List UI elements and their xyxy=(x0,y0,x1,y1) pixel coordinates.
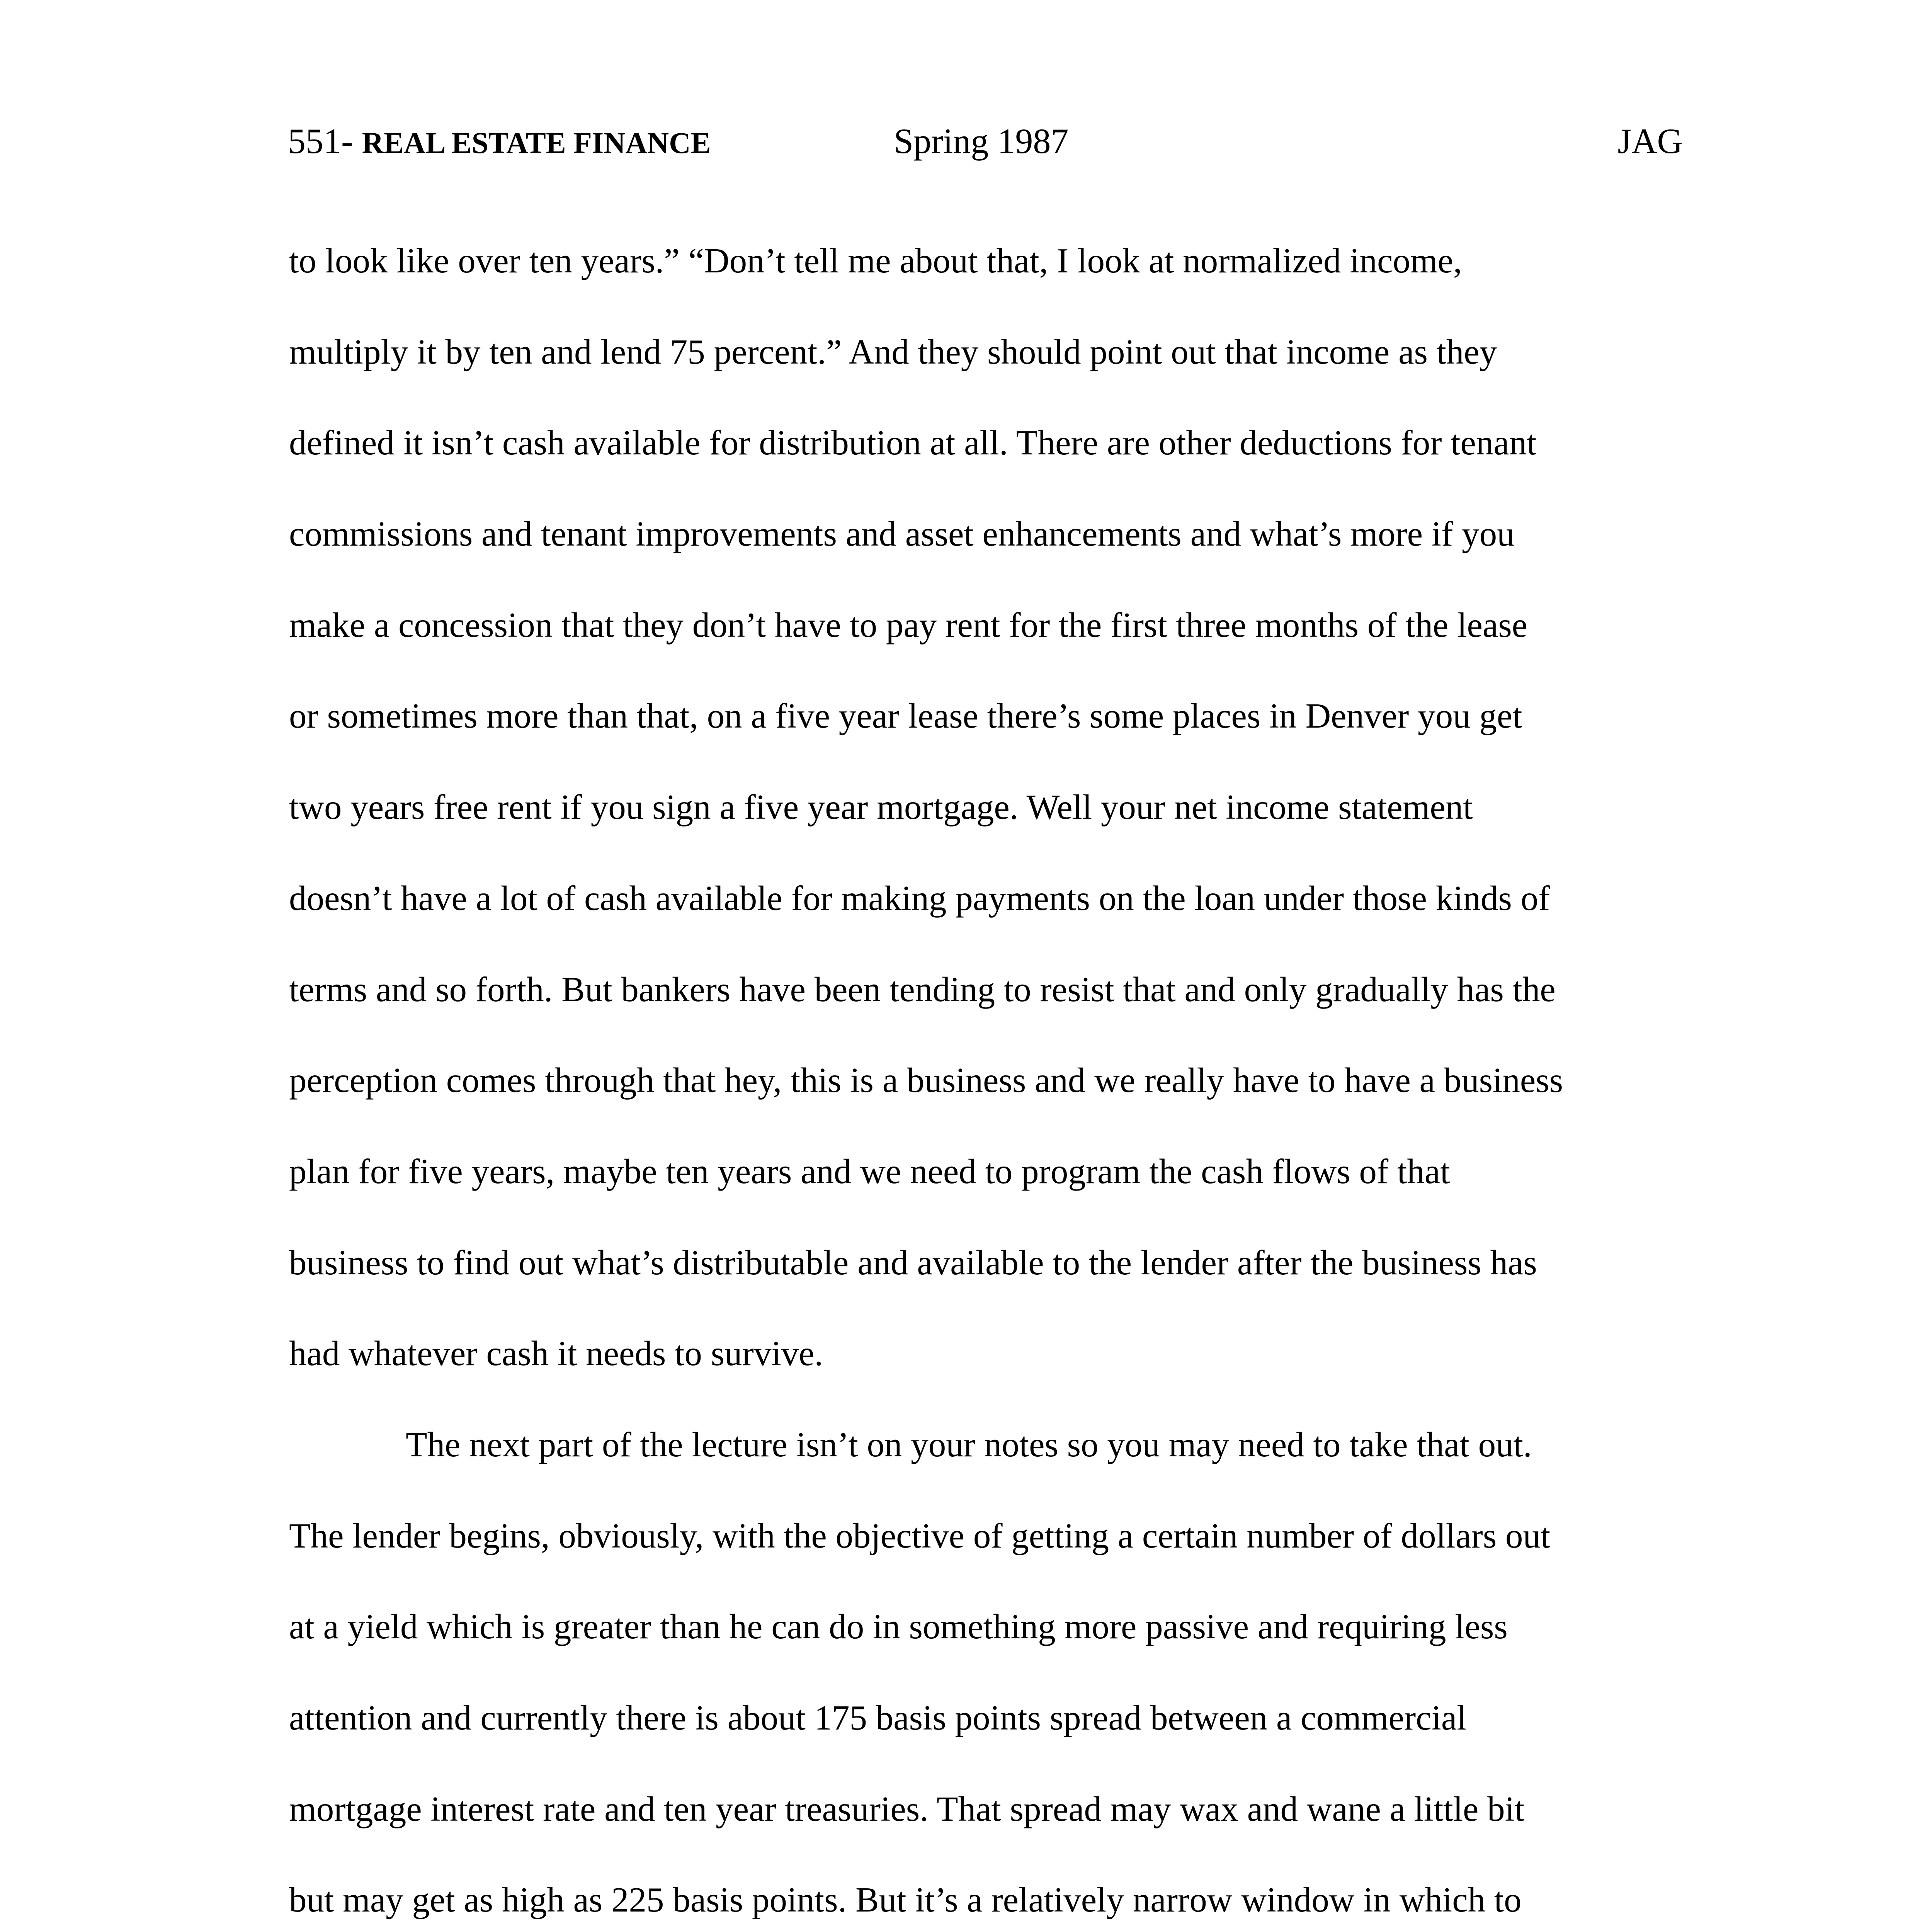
text-line: multiply it by ten and lend 75 percent.” And they should point out that income as they xyxy=(289,332,1497,371)
transcript-body xyxy=(289,215,1685,1932)
paragraph-start-line: The next part of the lecture isn’t on your notes so you may need to take that out. xyxy=(406,1425,1532,1464)
text-line: or sometimes more than that, on a five year lease there’s some places in Denver you get xyxy=(289,696,1522,736)
text-line: doesn’t have a lot of cash available for making payments on the loan under those kinds of xyxy=(289,878,1550,918)
author-initials: JAG xyxy=(1617,121,1683,161)
text-line: to look like over ten years.” “Don’t tell me about that, I look at normalized income, xyxy=(289,241,1462,280)
text-line: terms and so forth. But bankers have been tending to resist that and only gradually has the xyxy=(289,969,1556,1009)
text-line: plan for five years, maybe ten years and we need to program the cash flows of that xyxy=(289,1151,1450,1191)
text-line: two years free rent if you sign a five year mortgage. Well your net income statement xyxy=(289,787,1473,827)
text-line: The lender begins, obviously, with the objective of getting a certain number of dollars out xyxy=(289,1516,1551,1555)
text-line: make a concession that they don’t have to pay rent for the first three months of the lease xyxy=(289,605,1528,645)
course-name: REAL ESTATE FINANCE xyxy=(362,126,711,160)
text-line: perception comes through that hey, this is a business and we really have to have a business xyxy=(289,1061,1563,1100)
text-line: mortgage interest rate and ten year treasuries. That spread may wax and wane a little bit xyxy=(289,1789,1525,1828)
page-header xyxy=(288,112,1683,170)
text-line: at a yield which is greater than he can do in something more passive and requiring less xyxy=(289,1607,1508,1646)
text-line: but may get as high as 225 basis points. But it’s a relatively narrow window in which to xyxy=(289,1880,1522,1920)
text-line: defined it isn’t cash available for distribution at all. There are other deductions for tenant xyxy=(289,423,1537,463)
course-title xyxy=(288,112,711,172)
text-line: attention and currently there is about 175 basis points spread between a commercial xyxy=(289,1698,1467,1737)
text-line: commissions and tenant improvements and asset enhancements and what’s more if you xyxy=(289,514,1515,554)
term-label: Spring 1987 xyxy=(894,121,1069,161)
text-line: had whatever cash it needs to survive. xyxy=(289,1334,823,1373)
text-line: business to find out what’s distributable and available to the lender after the business has xyxy=(289,1243,1537,1282)
course-number: 551- xyxy=(288,121,362,161)
